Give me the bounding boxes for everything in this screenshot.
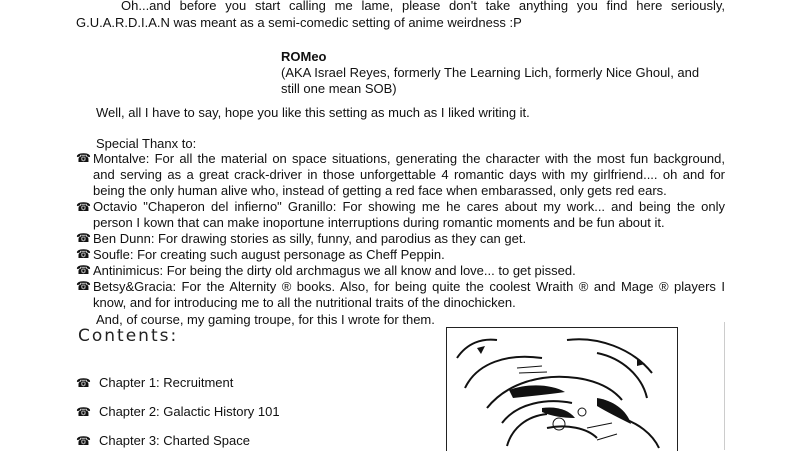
- thanks-item-montalve-line-1: Montalve: For all the material on space situations, generating the character with the most fun background,: [93, 151, 725, 166]
- phone-icon: ☎: [76, 247, 91, 261]
- thanks-item-antinimicus: Antinimicus: For being the dirty old archmagus we all know and love... to get pissed.: [93, 263, 576, 278]
- thanks-item-octavio-line-2: person I kown that can make inoportune interruptions during romantic moments and be fun about it.: [93, 215, 665, 230]
- phone-icon: ☎: [76, 200, 91, 214]
- toc-item-chapter-3[interactable]: [76, 433, 250, 449]
- closing-line: Well, all I have to say, hope you like this setting as much as I liked writing it.: [96, 105, 530, 120]
- character-illustration: [446, 327, 678, 451]
- thanks-item-ben-dunn: Ben Dunn: For drawing stories as silly, funny, and parodius as they can get.: [93, 231, 527, 246]
- phone-icon: ☎: [76, 263, 91, 277]
- sketch-drawing: [447, 328, 677, 451]
- thanks-item-octavio-line-1: Octavio "Chaperon del infierno" Granillo: For showing me he cares about my work... and being the only: [93, 199, 725, 214]
- final-line: And, of course, my gaming troupe, for this I wrote for them.: [96, 312, 435, 327]
- toc-item-chapter-2[interactable]: [76, 404, 280, 420]
- toc-item-chapter-1[interactable]: [76, 375, 233, 391]
- contents-title: Contents:: [78, 326, 179, 346]
- thanks-item-montalve-line-2: and serving as a great crack-driver in those unforgettable 4 romantic days with my girlfriend.... oh and for: [93, 167, 725, 182]
- toc-item-label: Chapter 3: Charted Space: [98, 433, 250, 448]
- toc-item-label: Chapter 2: Galactic History 101: [98, 404, 280, 419]
- intro-line-1: Oh...and before you start calling me lame, please don't take anything you find here seriously,: [121, 0, 725, 13]
- phone-icon: ☎: [76, 376, 91, 390]
- toc-item-label: Chapter 1: Recruitment: [98, 375, 234, 390]
- phone-icon: ☎: [76, 151, 91, 165]
- thanks-item-soufle: Soufle: For creating such august personage as Cheff Peppin.: [93, 247, 445, 262]
- signature-aka-line-1: (AKA Israel Reyes, formerly The Learning Lich, formerly Nice Ghoul, and: [281, 65, 700, 80]
- phone-icon: ☎: [76, 434, 91, 448]
- signature-name: ROMeo: [281, 49, 327, 64]
- thanks-item-betsy-gracia-line-2: know, and for introducing me to all the nutritional traits of the dinochicken.: [93, 295, 516, 310]
- phone-icon: ☎: [76, 231, 91, 245]
- phone-icon: ☎: [76, 279, 91, 293]
- phone-icon: ☎: [76, 405, 91, 419]
- thanks-item-betsy-gracia-line-1: Betsy&Gracia: For the Alternity ® books. Also, for being quite the coolest Wraith ® and Mage ® players I: [93, 279, 725, 294]
- intro-line-2: G.U.A.R.D.I.A.N was meant as a semi-comedic setting of anime weirdness :P: [76, 15, 522, 30]
- thanks-item-montalve-line-3: being the only human alive who, instead of getting a red face when embarassed, only gets red ears.: [93, 183, 667, 198]
- thanks-heading: Special Thanx to:: [96, 136, 197, 151]
- divider: [724, 322, 725, 450]
- signature-aka-line-2: still one mean SOB): [281, 81, 397, 96]
